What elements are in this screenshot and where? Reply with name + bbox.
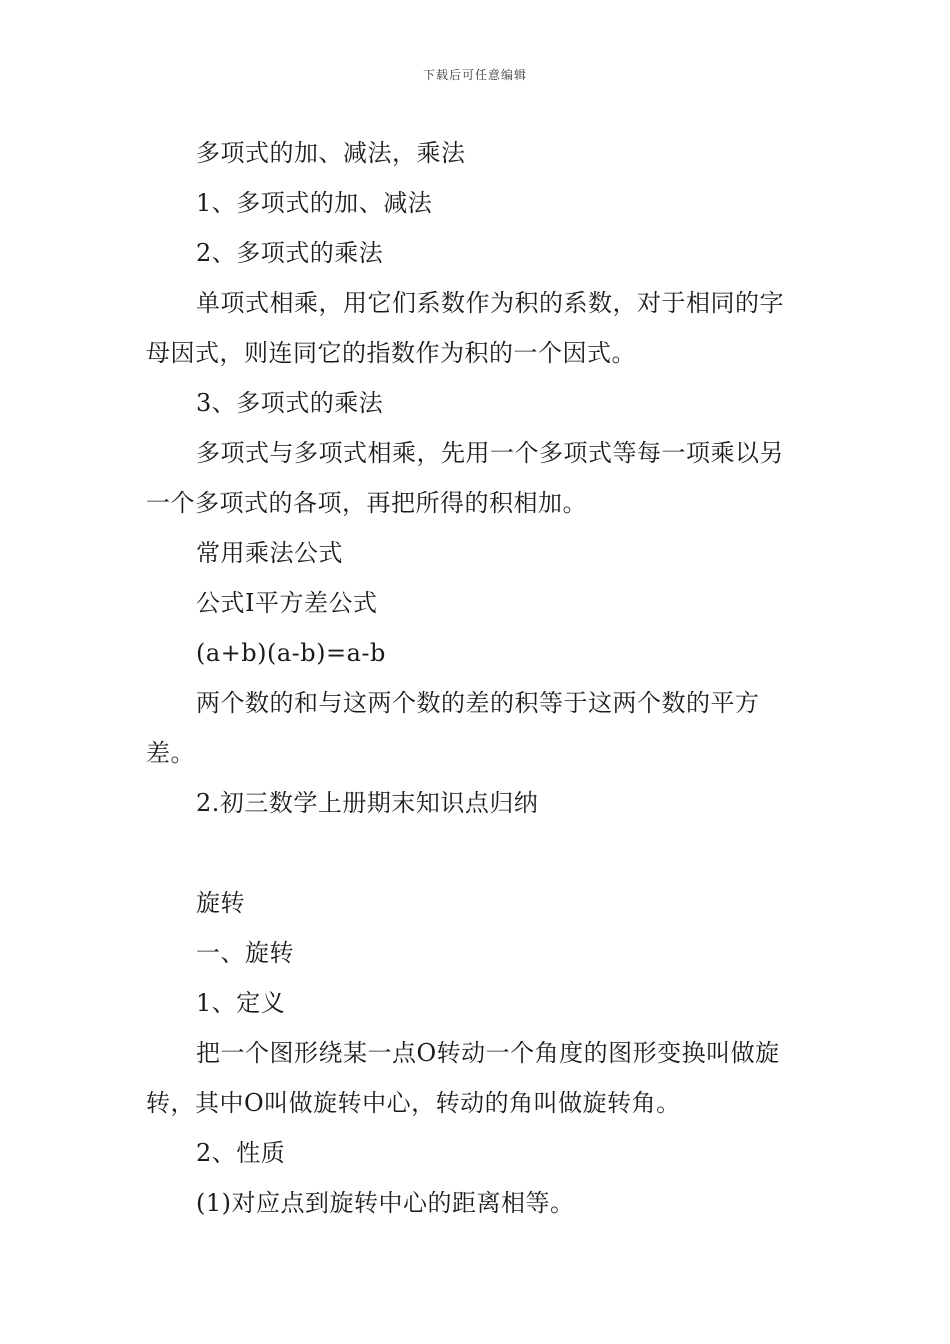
paragraph: 把一个图形绕某一点O转动一个角度的图形变换叫做旋转，其中O叫做旋转中心，转动的角叫做旋转角。 bbox=[146, 1039, 780, 1117]
section-title: 旋转 bbox=[196, 889, 245, 917]
formula: (a+b)(a-b)=a-b bbox=[196, 639, 386, 667]
formula-title: 公式Ⅰ平方差公式 bbox=[196, 589, 378, 617]
blank-line bbox=[146, 828, 806, 878]
page-header: 下载后可任意编辑 bbox=[422, 68, 527, 82]
subsection-heading: 2、多项式的乘法 bbox=[196, 239, 384, 267]
subsection-heading: 2、性质 bbox=[196, 1139, 286, 1167]
subsection-heading: 1、多项式的加、减法 bbox=[196, 189, 433, 217]
section-title: 2.初三数学上册期末知识点归纳 bbox=[196, 789, 539, 817]
section-title: 多项式的加、减法，乘法 bbox=[196, 139, 466, 167]
subsection-heading: 1、定义 bbox=[196, 989, 286, 1017]
subsection-heading: 3、多项式的乘法 bbox=[196, 389, 384, 417]
subsection-heading: 一、旋转 bbox=[196, 939, 294, 967]
document-body bbox=[146, 128, 806, 1228]
paragraph: 两个数的和与这两个数的差的积等于这两个数的平方差。 bbox=[146, 689, 760, 767]
paragraph: 单项式相乘，用它们系数作为积的系数，对于相同的字母因式，则连同它的指数作为积的一个因式。 bbox=[146, 289, 784, 367]
paragraph: 多项式与多项式相乘，先用一个多项式等每一项乘以另一个多项式的各项，再把所得的积相加。 bbox=[146, 439, 784, 517]
paragraph: (1)对应点到旋转中心的距离相等。 bbox=[196, 1189, 575, 1217]
subsection-heading: 常用乘法公式 bbox=[196, 539, 343, 567]
